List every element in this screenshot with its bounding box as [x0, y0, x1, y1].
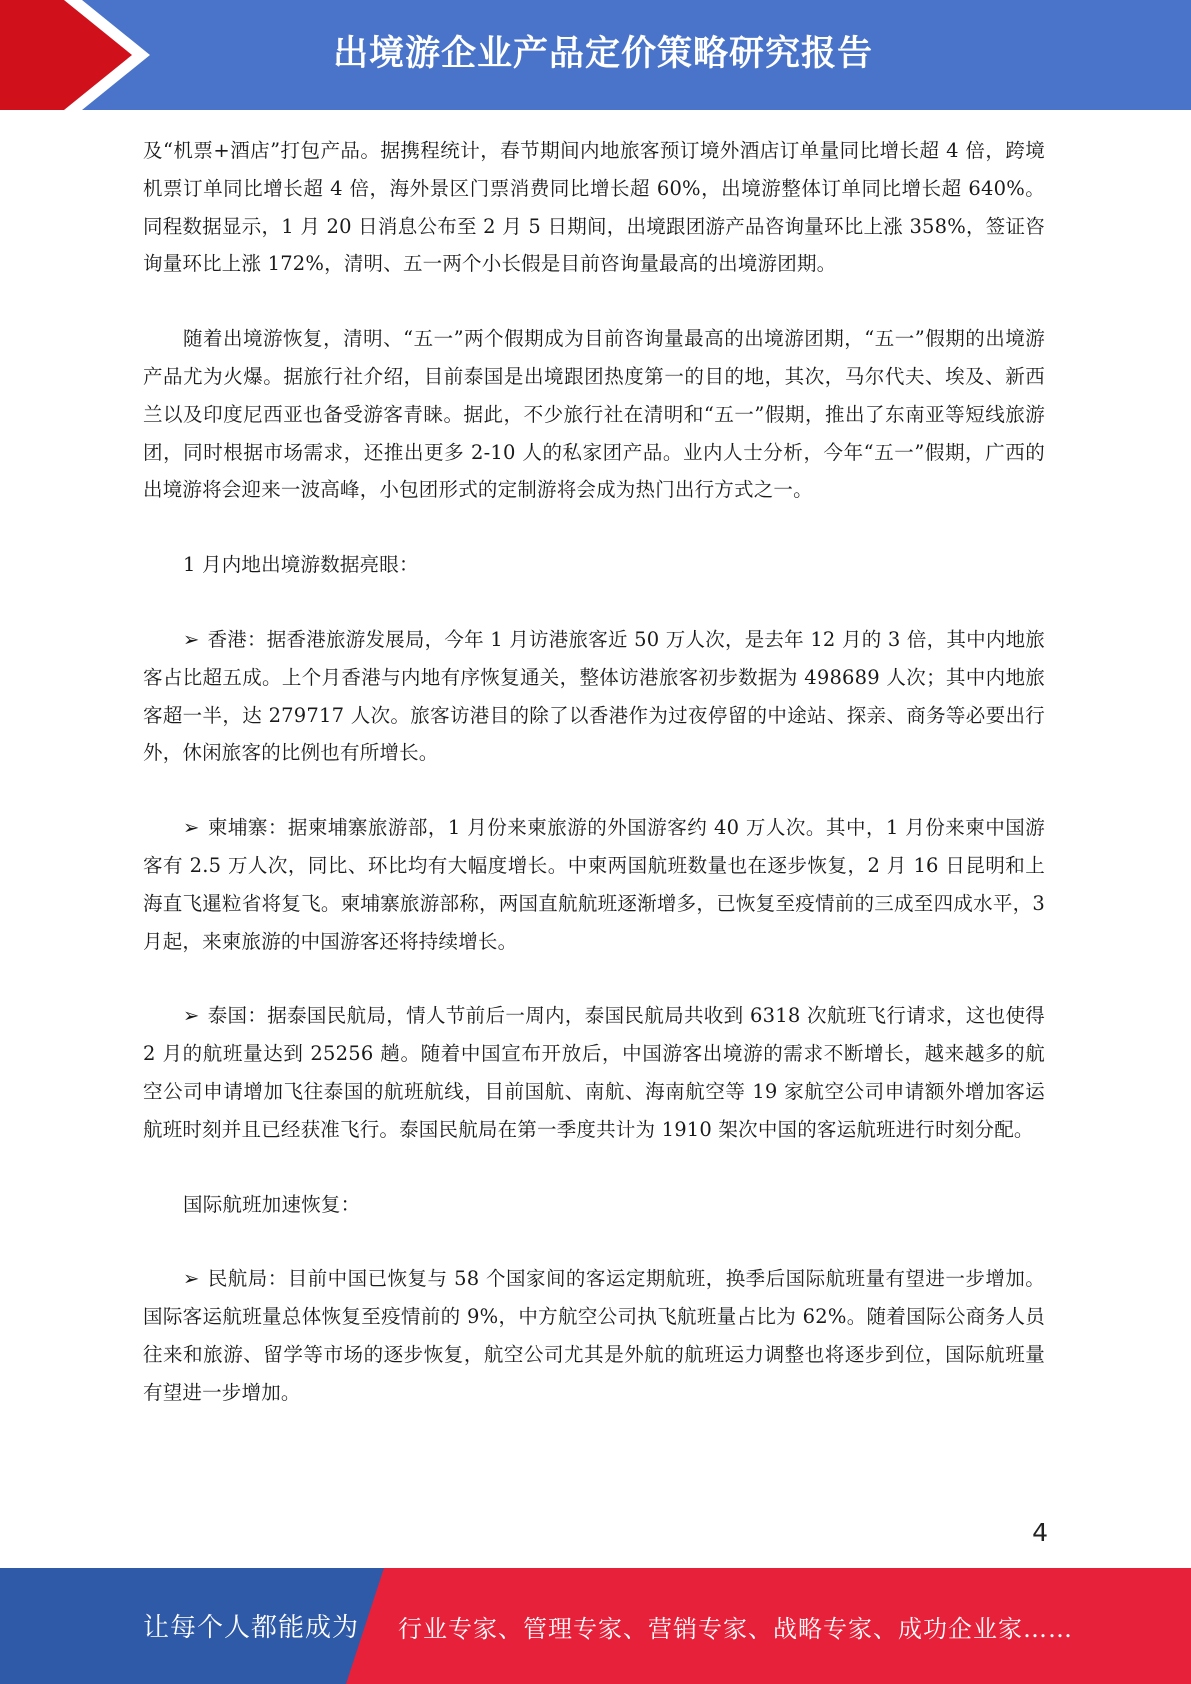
footer-slogan-right: 行业专家、管理专家、营销专家、战略专家、成功企业家…… — [398, 1615, 1073, 1643]
paragraph-ctrip-stats: 及“机票+酒店”打包产品。据携程统计，春节期间内地旅客预订境外酒店订单量同比增长超 4 倍，跨境机票订单同比增长超 4 倍，海外景区门票消费同比增长超 60%，出境游整体订单同比增长超 640%。同程数据显示，1 月 20 日消息公布至 2 月 5 日期间，出境跟团游产品咨询量环比上涨 358%，签证咨询量环比上涨 172%，清明、五一两个小长假是目前咨询量最高的出境游团期。 — [143, 139, 1045, 276]
bullet-hong-kong-text: 香港：据香港旅游发展局，今年 1 月访港旅客近 50 万人次，是去年 12 月的 3 倍，其中内地旅客占比超五成。上个月香港与内地有序恢复通关，整体访港旅客初步数据为 498689 人次；其中内地旅客超一半，达 279717 人次。旅客访港目的除了以香港作为过夜停留的中途站、探亲、商务等必要出行外，休闲旅客的比例也有所增长。 — [143, 627, 1045, 765]
bullet-hong-kong — [143, 621, 1045, 772]
page-footer — [0, 1568, 1191, 1684]
report-title: 出境游企业产品定价策略研究报告 — [332, 34, 873, 74]
section-heading-international-flights: 国际航班加速恢复： — [183, 1192, 361, 1216]
bullet-arrow-icon: ➢ — [183, 1267, 200, 1291]
bullet-arrow-icon: ➢ — [183, 1004, 200, 1028]
bullet-cambodia — [143, 809, 1045, 960]
bullet-arrow-icon: ➢ — [183, 816, 200, 840]
bullet-arrow-icon: ➢ — [183, 627, 200, 651]
bullet-caac-text: 民航局：目前中国已恢复与 58 个国家间的客运定期航班，换季后国际航班量有望进一步增加。国际客运航班量总体恢复至疫情前的 9%，中方航空公司执飞航班量占比为 62%。随着国际公商务人员往来和旅游、留学等市场的逐步恢复，航空公司尤其是外航的航班运力调整也将逐步到位，国际航班量有望进一步增加。 — [143, 1267, 1045, 1404]
bullet-cambodia-text: 柬埔寨：据柬埔寨旅游部，1 月份来柬旅游的外国游客约 40 万人次。其中，1 月份来柬中国游客有 2.5 万人次，同比、环比均有大幅度增长。中柬两国航班数量也在逐步恢复，2 月 16 日昆明和上海直飞暹粒省将复飞。柬埔寨旅游部称，两国直航航班逐渐增多，已恢复至疫情前的三成至四成水平，3 月起，来柬旅游的中国游客还将持续增长。 — [143, 816, 1045, 953]
footer-slogan-left: 让每个人都能成为 — [143, 1613, 360, 1643]
bullet-thailand-text: 泰国：据泰国民航局，情人节前后一周内，泰国民航局共收到 6318 次航班飞行请求，这也使得 2 月的航班量达到 25256 趟。随着中国宣布开放后，中国游客出境游的需求不断增长，越来越多的航空公司申请增加飞往泰国的航班航线，目前国航、南航、海南航空等 19 家航空公司申请额外增加客运航班时刻并且已经获准飞行。泰国民航局在第一季度共计为 1910 架次中国的客运航班进行时刻分配。 — [143, 1004, 1045, 1141]
paragraph-holiday-outbound: 随着出境游恢复，清明、“五一”两个假期成为目前咨询量最高的出境游团期，“五一”假期的出境游产品尤为火爆。据旅行社介绍，目前泰国是出境跟团热度第一的目的地，其次，马尔代夫、埃及、新西兰以及印度尼西亚也备受游客青睐。据此，不少旅行社在清明和“五一”假期，推出了东南亚等短线旅游团，同时根据市场需求，还推出更多 2-10 人的私家团产品。业内人士分析，今年“五一”假期，广西的出境游将会迎来一波高峰，小包团形式的定制游将会成为热门出行方式之一。 — [143, 327, 1045, 502]
page-number: 4 — [1032, 1518, 1048, 1547]
bullet-thailand — [143, 997, 1045, 1148]
report-body — [143, 132, 1045, 1449]
page-header — [0, 0, 1191, 110]
section-heading-january-data: 1 月内地出境游数据亮眼： — [183, 553, 419, 577]
bullet-caac — [143, 1260, 1045, 1411]
